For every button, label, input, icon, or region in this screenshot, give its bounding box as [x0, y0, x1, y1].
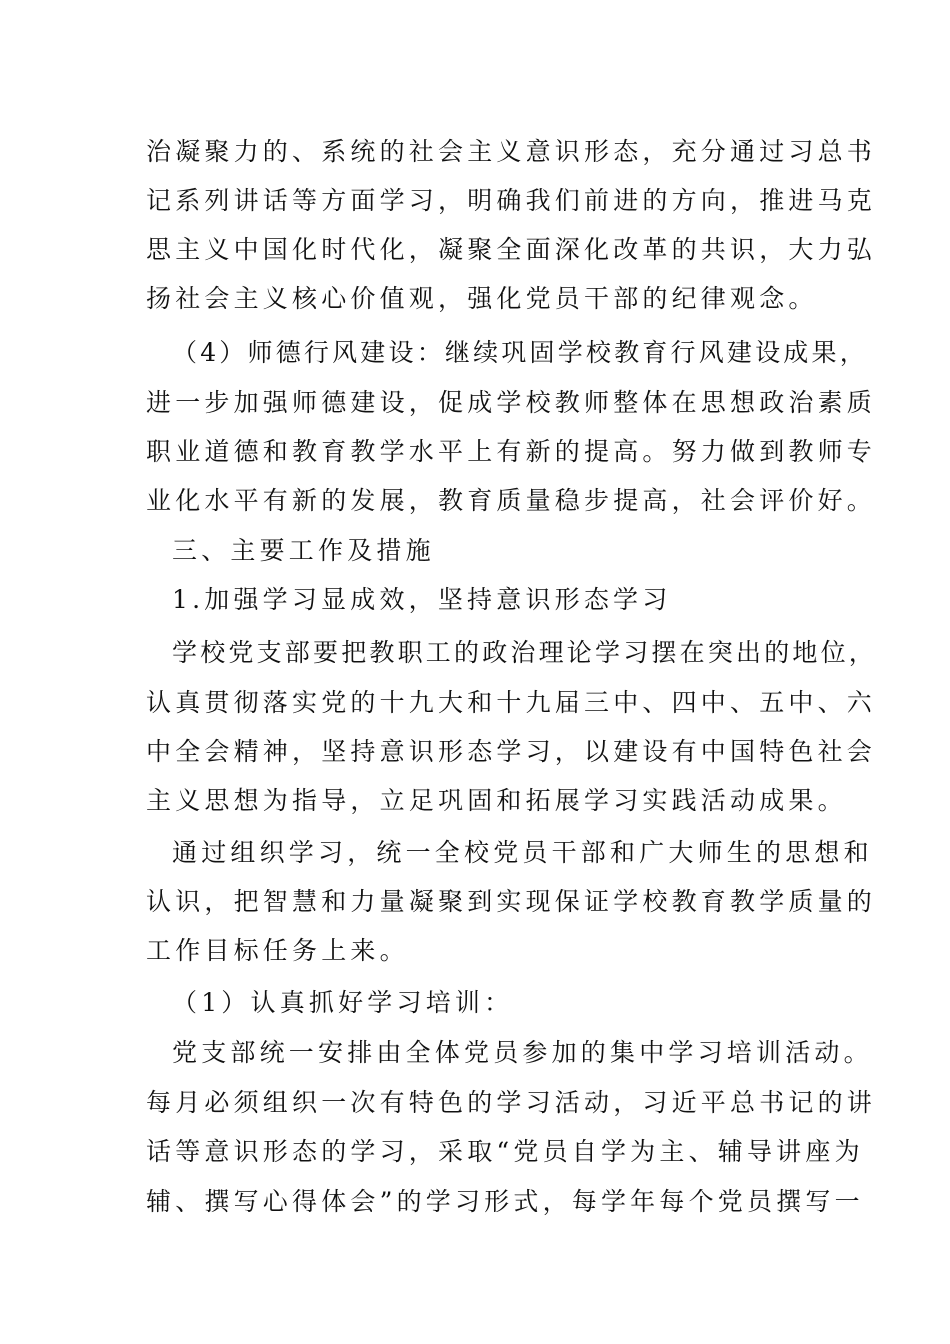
- text-line-7: 职业道德和教育教学水平上有新的提高。努力做到教师专: [146, 437, 877, 466]
- text-line-13: 中全会精神，坚持意识形态学习，以建设有中国特色社会: [146, 737, 877, 766]
- text-line-20: 每月必须组织一次有特色的学习活动，习近平总书记的讲: [146, 1088, 877, 1117]
- text-line-5: （4）师德行风建设：继续巩固学校教育行风建设成果，: [172, 338, 868, 367]
- text-line-18: （1）认真抓好学习培训：: [172, 988, 514, 1017]
- text-line-3: 思主义中国化时代化，凝聚全面深化改革的共识，大力弘: [146, 235, 877, 264]
- text-line-8: 业化水平有新的发展，教育质量稳步提高，社会评价好。: [146, 486, 877, 515]
- text-line-6: 进一步加强师德建设，促成学校教师整体在思想政治素质: [146, 388, 877, 417]
- text-line-11: 学校党支部要把教职工的政治理论学习摆在突出的地位，: [172, 638, 878, 667]
- text-line-15: 通过组织学习，统一全校党员干部和广大师生的思想和: [172, 838, 873, 867]
- text-line-1: 治凝聚力的、系统的社会主义意识形态，充分通过习总书: [146, 137, 877, 166]
- text-line-4: 扬社会主义核心价值观，强化党员干部的纪律观念。: [146, 284, 818, 313]
- subsection-heading: 1.加强学习显成效，坚持意识形态学习: [172, 585, 672, 614]
- text-line-22: 辅、撰写心得体会”的学习形式，每学年每个党员撰写一: [146, 1187, 864, 1216]
- text-line-14: 主义思想为指导，立足巩固和拓展学习实践活动成果。: [146, 786, 847, 815]
- text-line-19: 党支部统一安排由全体党员参加的集中学习培训活动。: [172, 1038, 873, 1067]
- text-line-21: 话等意识形态的学习，采取“党员自学为主、辅导讲座为: [146, 1137, 864, 1166]
- text-line-16: 认识，把智慧和力量凝聚到实现保证学校教育教学质量的: [146, 887, 877, 916]
- text-line-2: 记系列讲话等方面学习，明确我们前进的方向，推进马克: [146, 186, 877, 215]
- section-heading: 三、主要工作及措施: [172, 536, 435, 565]
- text-line-12: 认真贯彻落实党的十九大和十九届三中、四中、五中、六: [146, 688, 877, 717]
- text-line-17: 工作目标任务上来。: [146, 936, 409, 965]
